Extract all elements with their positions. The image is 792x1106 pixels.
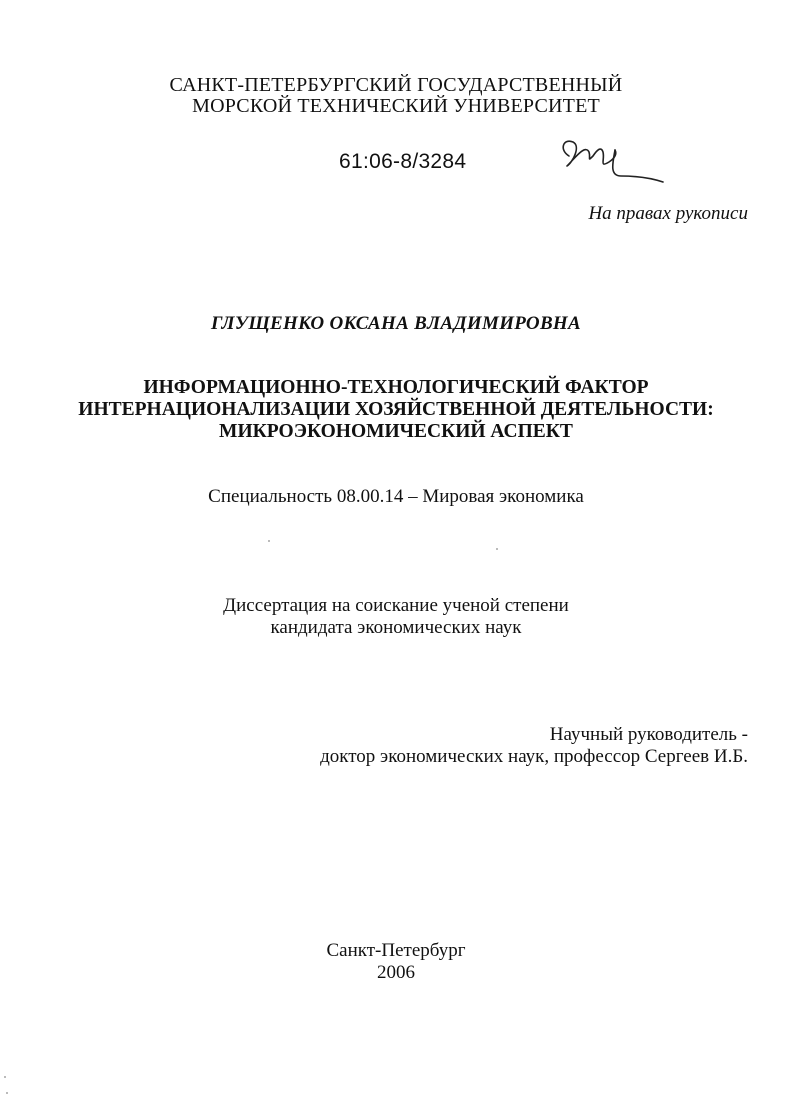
scan-speck bbox=[6, 1092, 8, 1094]
scan-speck bbox=[4, 1076, 6, 1078]
university-name-line1: САНКТ-ПЕТЕРБУРГСКИЙ ГОСУДАРСТВЕННЫЙ bbox=[169, 74, 623, 96]
author-name: ГЛУЩЕНКО ОКСАНА ВЛАДИМИРОВНА bbox=[211, 313, 581, 334]
university-name-line2: МОРСКОЙ ТЕХНИЧЕСКИЙ УНИВЕРСИТЕТ bbox=[192, 95, 600, 117]
degree-line2: кандидата экономических наук bbox=[270, 617, 522, 638]
specialty: Специальность 08.00.14 – Мировая экономика bbox=[208, 486, 584, 507]
advisor-name: доктор экономических наук, профессор Сергеев И.Б. bbox=[320, 746, 748, 767]
dissertation-title-line3: МИКРОЭКОНОМИЧЕСКИЙ АСПЕКТ bbox=[219, 421, 573, 442]
dissertation-title-line2: ИНТЕРНАЦИОНАЛИЗАЦИИ ХОЗЯЙСТВЕННОЙ ДЕЯТЕЛЬНОСТИ: bbox=[78, 399, 714, 420]
degree-line1: Диссертация на соискание ученой степени bbox=[223, 595, 569, 616]
dissertation-title-line1: ИНФОРМАЦИОННО-ТЕХНОЛОГИЧЕСКИЙ ФАКТОР bbox=[143, 377, 649, 398]
scan-speck bbox=[268, 540, 270, 542]
city: Санкт-Петербург bbox=[326, 940, 466, 961]
year: 2006 bbox=[377, 962, 415, 983]
signature bbox=[555, 132, 670, 188]
manuscript-rights-note: На правах рукописи bbox=[588, 203, 748, 224]
scan-speck bbox=[496, 548, 498, 550]
catalog-code: 61:06-8/3284 bbox=[339, 150, 467, 173]
advisor-label: Научный руководитель - bbox=[549, 724, 748, 745]
